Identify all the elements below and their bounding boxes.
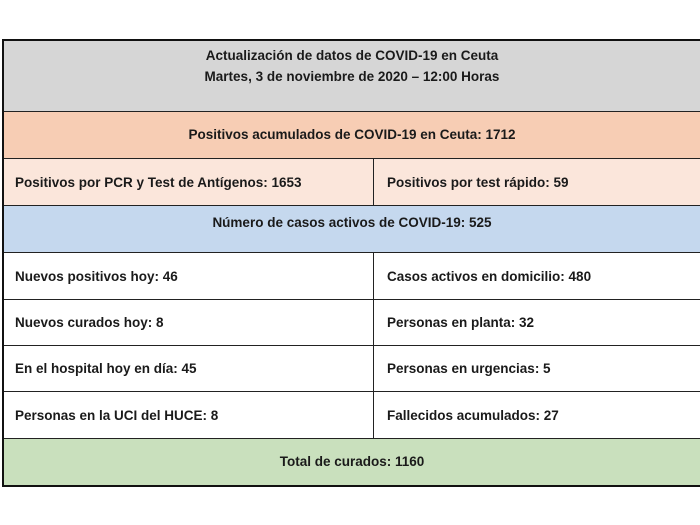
- active-cases-row: [4, 206, 700, 253]
- total-recovered-row: [4, 439, 700, 485]
- table-row: [4, 392, 700, 439]
- icu-persons: Personas en la UCI del HUCE: 8: [4, 392, 374, 438]
- hospitalized-today: En el hospital hoy en día: 45: [4, 346, 374, 391]
- new-recovered-today: Nuevos curados hoy: 8: [4, 300, 374, 345]
- new-positives-today: Nuevos positivos hoy: 46: [4, 253, 374, 299]
- accumulated-deaths: Fallecidos acumulados: 27: [387, 407, 559, 423]
- accumulated-positives-row: [4, 112, 700, 159]
- active-cases: Número de casos activos de COVID-19: 525: [212, 215, 492, 230]
- report-title: Actualización de datos de COVID-19 en Ceuta: [205, 48, 499, 63]
- persons-in-ward: Personas en planta: 32: [387, 315, 535, 330]
- accumulated-positives: Positivos acumulados de COVID-19 en Ceuta: 1712: [188, 127, 516, 142]
- test-breakdown-row: [4, 159, 700, 206]
- total-recovered: Total de curados: 1160: [279, 454, 425, 469]
- table-row: [4, 346, 700, 392]
- active-cases-home: Casos activos en domicilio: 480: [387, 268, 592, 284]
- persons-in-emergency: Personas en urgencias: 5: [387, 361, 551, 376]
- table-row: [4, 300, 700, 346]
- covid-data-table: [2, 39, 700, 487]
- report-date: Martes, 3 de noviembre de 2020 – 12:00 Horas: [204, 69, 500, 84]
- pcr-antigen-positives: Positivos por PCR y Test de Antígenos: 1653: [4, 159, 374, 205]
- table-header: [4, 41, 700, 112]
- table-row: [4, 253, 700, 300]
- rapid-test-positives: Positivos por test rápido: 59: [387, 174, 569, 190]
